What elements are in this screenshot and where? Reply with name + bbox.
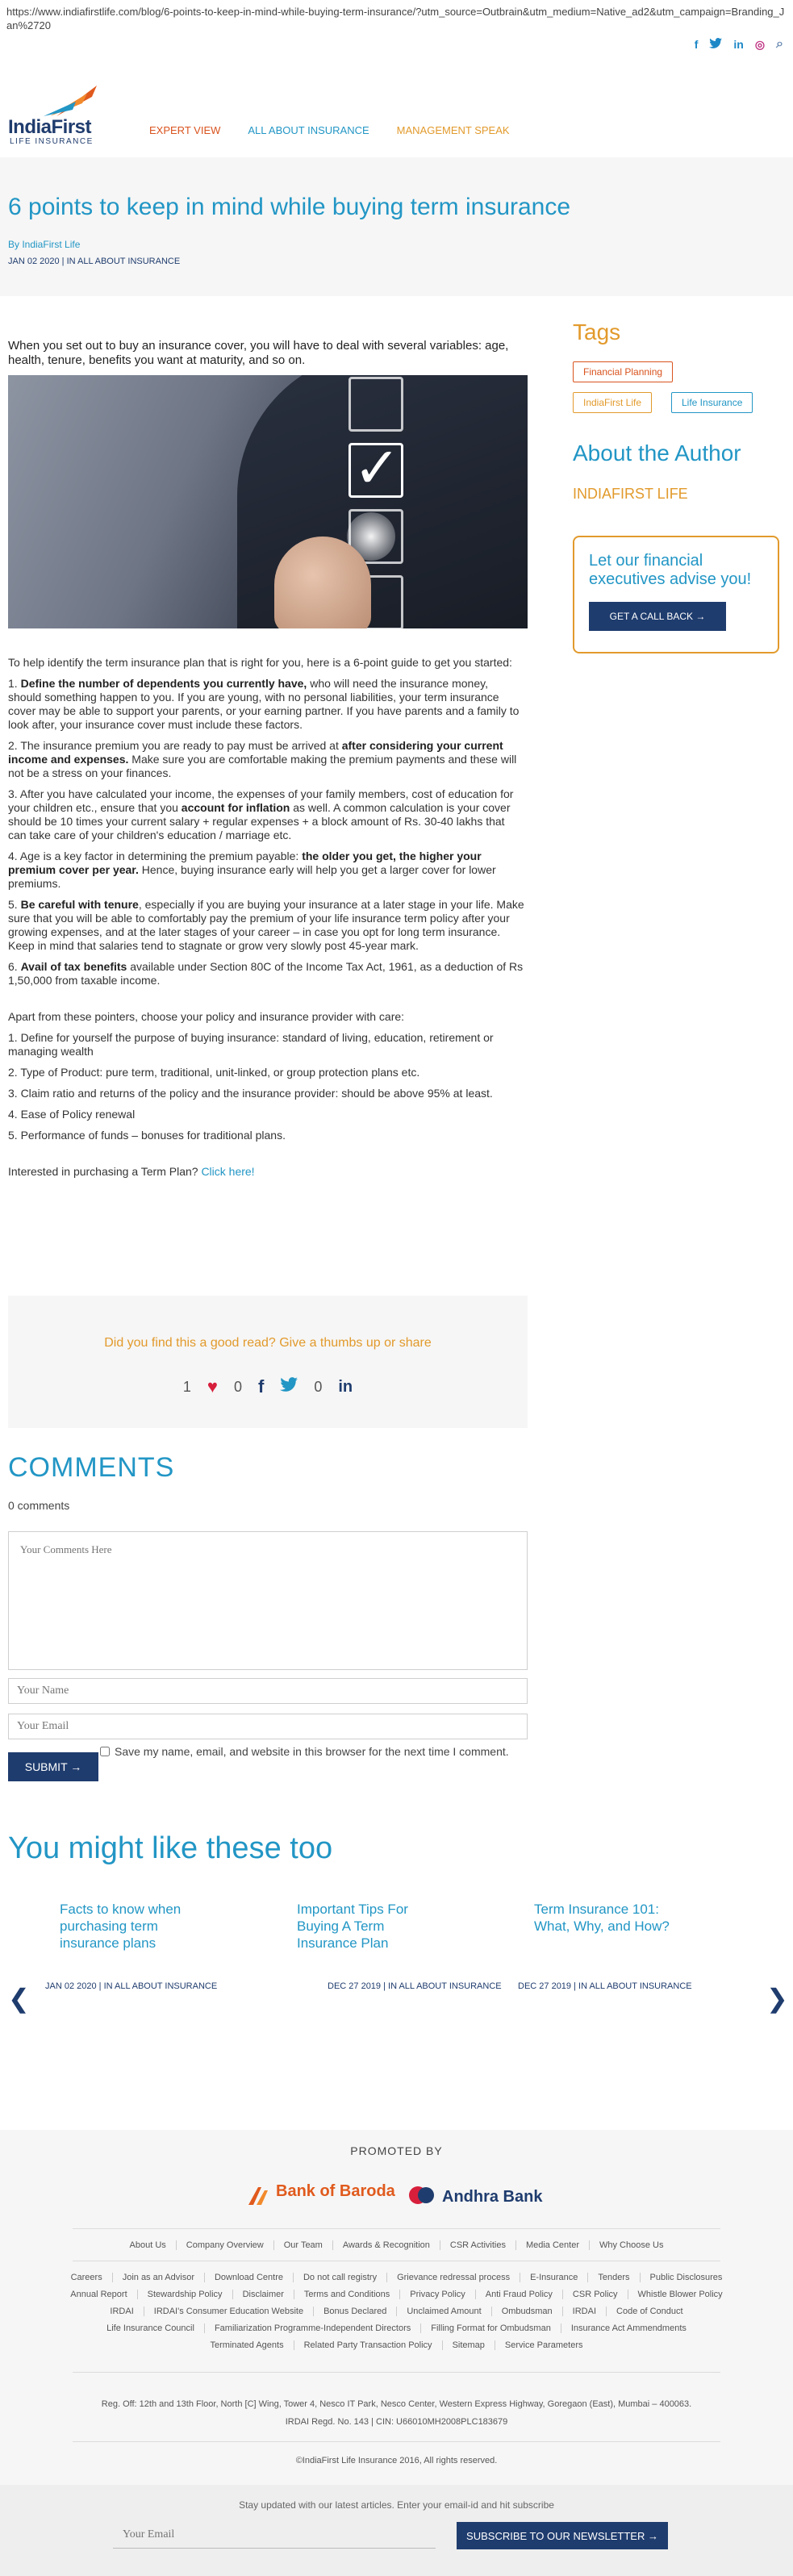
- brand-subtitle: LIFE INSURANCE: [10, 137, 94, 146]
- facebook-share-count: 0: [233, 1378, 242, 1395]
- related-item-1-date: JAN 02 2020 | IN ALL ABOUT INSURANCE: [45, 1981, 218, 1991]
- post-dateline: JAN 02 2020 | IN ALL ABOUT INSURANCE: [8, 257, 181, 266]
- footer-link[interactable]: Why Choose Us: [599, 2240, 664, 2250]
- heart-icon[interactable]: ♥: [207, 1376, 218, 1397]
- care-item-4: 4. Ease of Policy renewal: [8, 1108, 136, 1121]
- comments-count: 0 comments: [8, 1499, 70, 1512]
- care-item-3: 3. Claim ratio and returns of the policy and the insurance provider: should be above 95% at least.: [8, 1087, 493, 1100]
- share-question: Did you find this a good read? Give a thumbs up or share: [104, 1336, 432, 1350]
- footer-links-row-2: [0, 2290, 793, 2299]
- page-title: 6 points to keep in mind while buying term insurance: [8, 194, 571, 220]
- footer-link[interactable]: CSR Activities: [440, 2240, 516, 2250]
- point-2: 2. The insurance premium you are ready to pay must be arrived at after considering your current income and expenses. Make sure you are comfortable making the premium payments and these will not be a stress on your finances.: [8, 739, 517, 779]
- main-nav: [149, 124, 510, 136]
- footer-link[interactable]: Whistle Blower Policy: [637, 2290, 723, 2299]
- point-5: 5. Be careful with tenure, especially if you are buying your insurance at a later stage in your life. Make sure that you will be able to comfortably pay the premium of your life insurance term policy after your growing expenses, and at the later stages of your career – in case you opt for long term insurance. Keep in mind that salaries tend to stagnate or grow very slowly post 45-year mark.: [8, 898, 524, 952]
- care-item-5: 5. Performance of funds – bonuses for traditional plans.: [8, 1129, 286, 1142]
- advise-text: Let our financial executives advise you!: [589, 552, 752, 588]
- footer-link[interactable]: Filling Format for Ombudsman: [421, 2323, 561, 2333]
- footer-link[interactable]: Our Team: [274, 2240, 333, 2250]
- footer-link[interactable]: CSR Policy: [563, 2290, 628, 2299]
- footer-link[interactable]: Media Center: [516, 2240, 590, 2250]
- tag-indiafirst-life[interactable]: IndiaFirst Life: [573, 392, 652, 413]
- promoted-heading: PROMOTED BY: [350, 2144, 443, 2157]
- footer-links-row-1: [0, 2273, 793, 2282]
- footer-link[interactable]: IRDAI: [100, 2307, 144, 2316]
- click-here-link[interactable]: Click here!: [201, 1165, 255, 1178]
- linkedin-icon[interactable]: in: [733, 38, 744, 51]
- footer-link[interactable]: Annual Report: [61, 2290, 137, 2299]
- footer-link[interactable]: Public Disclosures: [649, 2273, 723, 2282]
- related-item-1[interactable]: Facts to know when purchasing term insurance plans: [60, 1902, 182, 1951]
- related-item-2-date: DEC 27 2019 | IN ALL ABOUT INSURANCE: [328, 1981, 502, 1991]
- footer-link[interactable]: E-Insurance: [520, 2273, 588, 2282]
- footer-links-row-5: [0, 2340, 793, 2350]
- footer-main-nav: [0, 2240, 793, 2250]
- related-item-3-date: DEC 27 2019 | IN ALL ABOUT INSURANCE: [518, 1981, 692, 1991]
- about-author-heading: About the Author: [573, 440, 741, 466]
- term-plan-cta: Interested in purchasing a Term Plan? Click here!: [8, 1165, 255, 1178]
- footer-link[interactable]: Familiarization Programme-Independent Directors: [205, 2323, 421, 2333]
- related-item-3[interactable]: Term Insurance 101: What, Why, and How?: [534, 1902, 670, 1934]
- footer-link[interactable]: Privacy Policy: [400, 2290, 475, 2299]
- footer-link[interactable]: Unclaimed Amount: [397, 2307, 491, 2316]
- footer-link[interactable]: Service Parameters: [504, 2340, 583, 2350]
- author-link[interactable]: By IndiaFirst Life: [8, 239, 81, 250]
- save-info-checkbox[interactable]: [100, 1747, 110, 1756]
- twitter-icon[interactable]: [709, 38, 722, 51]
- bank-of-baroda-logo-icon: [247, 2184, 271, 2208]
- andhra-bank-logo-icon: [408, 2183, 439, 2207]
- guide-text: To help identify the term insurance plan that is right for you, here is a 6-point guide to get you started:: [8, 656, 512, 669]
- advise-card: [573, 536, 779, 653]
- article-intro: When you set out to buy an insurance cover, you will have to deal with several variables: age, health, tenure, benefits you want at maturity, and so on.: [8, 339, 509, 367]
- footer-link[interactable]: Join as an Advisor: [113, 2273, 205, 2282]
- like-count: 1: [182, 1378, 191, 1395]
- get-call-back-button[interactable]: GET A CALL BACK →: [589, 602, 726, 631]
- footer-link[interactable]: Ombudsman: [492, 2307, 563, 2316]
- partner-bank-of-baroda[interactable]: Bank of Baroda: [276, 2182, 395, 2200]
- facebook-share-icon[interactable]: f: [257, 1376, 265, 1397]
- hero-image: [8, 375, 528, 628]
- footer-link[interactable]: Download Centre: [205, 2273, 294, 2282]
- footer-link[interactable]: Tenders: [588, 2273, 640, 2282]
- linkedin-share-icon[interactable]: in: [338, 1377, 353, 1396]
- footer-link[interactable]: Insurance Act Ammendments: [570, 2323, 687, 2333]
- footer-links-row-3: [0, 2307, 793, 2316]
- newsletter-email-input[interactable]: [113, 2521, 436, 2549]
- footer-links-row-4: [0, 2323, 793, 2333]
- related-item-2[interactable]: Important Tips For Buying A Term Insurance Plan: [297, 1902, 408, 1951]
- author-name: INDIAFIRST LIFE: [573, 486, 688, 502]
- comments-heading: COMMENTS: [8, 1452, 175, 1483]
- irdai-registration: IRDAI Regd. No. 143 | CIN: U66010MH2008PLC183679: [285, 2417, 508, 2427]
- newsletter-text: Stay updated with our latest articles. Enter your email-id and hit subscribe: [239, 2499, 554, 2511]
- email-input[interactable]: [8, 1714, 528, 1739]
- footer-link[interactable]: Disclaimer: [233, 2290, 294, 2299]
- care-intro: Apart from these pointers, choose your policy and insurance provider with care:: [8, 1010, 405, 1023]
- partner-andhra-bank[interactable]: Andhra Bank: [442, 2188, 543, 2206]
- related-heading: You might like these too: [8, 1831, 333, 1865]
- footer-link[interactable]: Terminated Agents: [200, 2340, 294, 2350]
- footer-link[interactable]: Bonus Declared: [314, 2307, 397, 2316]
- submit-button[interactable]: SUBMIT →: [8, 1752, 98, 1781]
- carousel-next-icon[interactable]: ❯: [766, 1984, 788, 2013]
- footer-link[interactable]: Company Overview: [177, 2240, 274, 2250]
- footer-link[interactable]: Sitemap: [443, 2340, 495, 2350]
- registered-address: Reg. Off: 12th and 13th Floor, North [C] Wing, Tower 4, Nesco IT Park, Nesco Center, Western Express Highway, Goregaon (East), Mumbai – 400063.: [101, 2399, 692, 2409]
- save-info: [100, 1744, 528, 1759]
- share-row: [8, 1376, 528, 1397]
- brand-name[interactable]: IndiaFirst: [8, 116, 92, 138]
- footer-link[interactable]: Terms and Conditions: [294, 2290, 400, 2299]
- point-6: 6. Avail of tax benefits available under Section 80C of the Income Tax Act, 1961, as a deduction of Rs 1,50,000 from taxable income.: [8, 960, 524, 987]
- tag-life-insurance[interactable]: Life Insurance: [671, 392, 753, 413]
- instagram-icon[interactable]: ◎: [754, 37, 766, 51]
- footer-link[interactable]: Life Insurance Council: [97, 2323, 205, 2333]
- footer-link[interactable]: Grievance redressal process: [387, 2273, 520, 2282]
- footer-link[interactable]: Careers: [61, 2273, 113, 2282]
- title-band: [0, 157, 793, 296]
- care-item-1: 1. Define for yourself the purpose of buying insurance: standard of living, education, retirement or managing wealth: [8, 1031, 494, 1058]
- save-info-label: Save my name, email, and website in this browser for the next time I comment.: [115, 1745, 509, 1758]
- twitter-share-count: 0: [314, 1378, 323, 1395]
- point-1: 1. Define the number of dependents you currently have, who will need the insurance money, should something happen to you. If you are young, with no personal liabilities, your term insurance cover may be able to support your parents, or your earning partner. If you have parents and a family to look after, your insurance cover must include these factors.: [8, 677, 520, 731]
- facebook-icon[interactable]: f: [694, 38, 699, 51]
- carousel-prev-icon[interactable]: ❮: [8, 1984, 30, 2013]
- footer-link[interactable]: IRDAI: [563, 2307, 607, 2316]
- checkmark-icon: ✓: [353, 436, 401, 499]
- point-4: 4. Age is a key factor in determining the premium payable: the older you get, the higher your premium cover per year. Hence, buying insurance early will help you get a larger cover for lower premiums.: [8, 850, 496, 890]
- footer-link[interactable]: Anti Fraud Policy: [476, 2290, 563, 2299]
- tags-heading: Tags: [573, 319, 621, 344]
- comment-textarea[interactable]: [8, 1531, 528, 1670]
- footer-link[interactable]: Code of Conduct: [616, 2307, 683, 2316]
- footer-link[interactable]: Stewardship Policy: [138, 2290, 233, 2299]
- footer-link[interactable]: Related Party Transaction Policy: [294, 2340, 443, 2350]
- social-links: [695, 37, 783, 52]
- search-icon[interactable]: ⌕: [776, 37, 783, 51]
- subscribe-button[interactable]: SUBSCRIBE TO OUR NEWSLETTER →: [457, 2522, 668, 2549]
- footer-link[interactable]: Awards & Recognition: [333, 2240, 440, 2250]
- name-input[interactable]: [8, 1678, 528, 1704]
- care-item-2: 2. Type of Product: pure term, traditional, unit-linked, or group protection plans etc.: [8, 1066, 420, 1079]
- nav-expert-view[interactable]: EXPERT VIEW: [149, 124, 221, 136]
- footer-link[interactable]: About Us: [120, 2240, 177, 2250]
- article-body: [8, 339, 524, 1186]
- tag-financial-planning[interactable]: Financial Planning: [573, 361, 673, 382]
- footer-link[interactable]: Do not call registry: [294, 2273, 387, 2282]
- nav-management-speak[interactable]: MANAGEMENT SPEAK: [396, 124, 510, 136]
- twitter-share-icon[interactable]: [280, 1377, 298, 1397]
- url-bar[interactable]: https://www.indiafirstlife.com/blog/6-points-to-keep-in-mind-while-buying-term-insurance/?utm_source=Outbrain&utm_medium=Native_ad2&utm_campaign=Branding_Jan%2720: [6, 6, 785, 31]
- share-box: [8, 1296, 528, 1428]
- nav-all-about-insurance[interactable]: ALL ABOUT INSURANCE: [248, 124, 369, 136]
- copyright: ©IndiaFirst Life Insurance 2016, All rights reserved.: [295, 2456, 498, 2465]
- footer-link[interactable]: IRDAI's Consumer Education Website: [144, 2307, 314, 2316]
- point-3: 3. After you have calculated your income, the expenses of your family members, cost of education for your children etc., ensure that you account for inflation as well. A common calculation is your cover should be 10 times your current salary + regular expenses + a block amount of Rs. 30-40 lakhs that can take care of your children's education / marriage etc.: [8, 787, 514, 841]
